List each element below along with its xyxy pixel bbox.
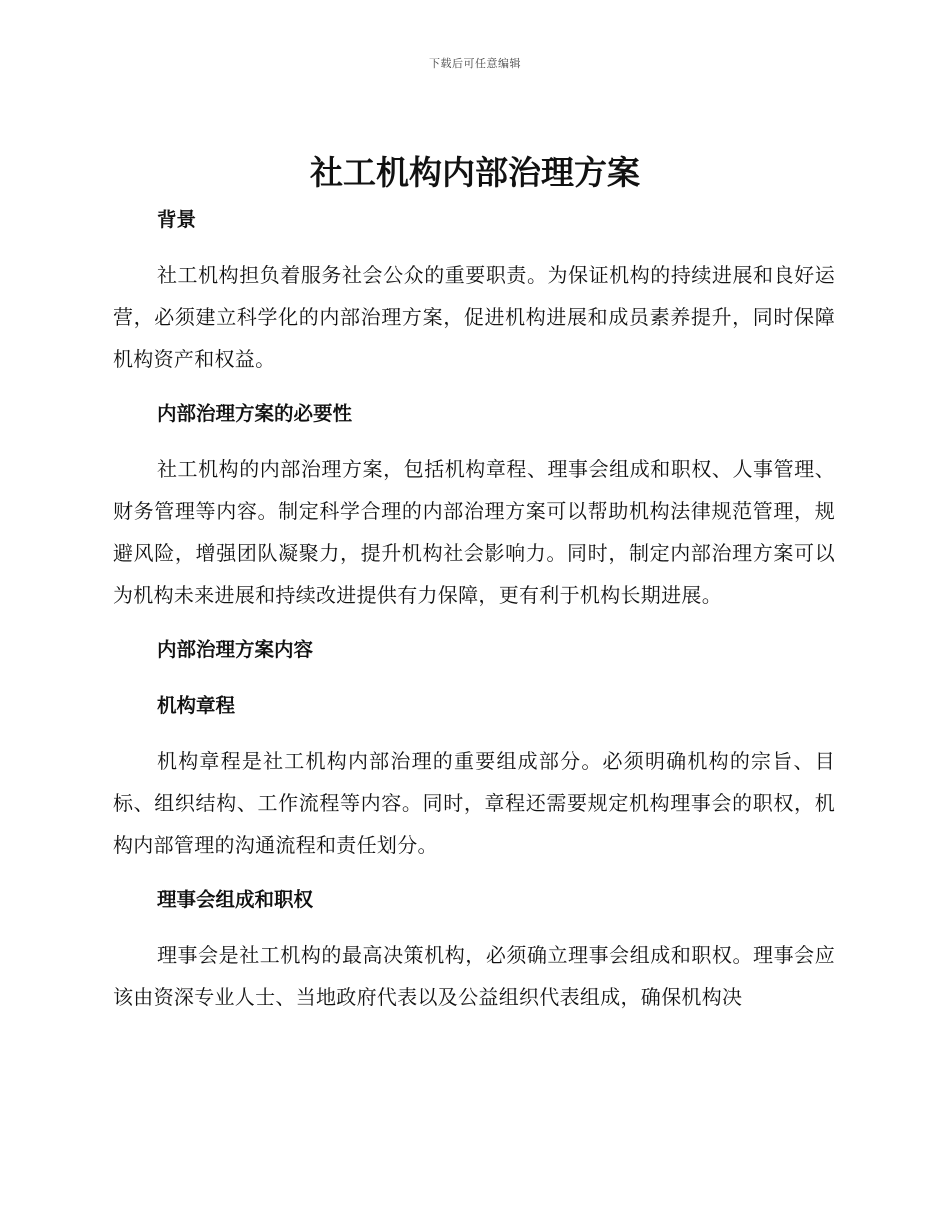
- section-heading-charter: 机构章程: [157, 694, 236, 717]
- document-title: 社工机构内部治理方案: [310, 153, 640, 192]
- header-note: 下载后可任意编辑: [429, 57, 521, 70]
- section-paragraph-necessity: 社工机构的内部治理方案，包括机构章程、理事会组成和职权、人事管理、财务管理等内容。制定科学合理的内部治理方案可以帮助机构法律规范管理，规避风险，增强团队凝聚力，提升机构社会影响力。同时，制定内部治理方案可以为机构未来进展和持续改进提供有力保障，更有利于机构长期进展。: [113, 457, 835, 607]
- section-heading-necessity: 内部治理方案的必要性: [157, 402, 353, 425]
- section-heading-content: 内部治理方案内容: [157, 638, 314, 661]
- section-paragraph-background: 社工机构担负着服务社会公众的重要职责。为保证机构的持续进展和良好运营，必须建立科学化的内部治理方案，促进机构进展和成员素养提升，同时保障机构资产和权益。: [113, 263, 835, 371]
- section-paragraph-board: 理事会是社工机构的最高决策机构，必须确立理事会组成和职权。理事会应该由资深专业人士、当地政府代表以及公益组织代表组成，确保机构决: [113, 943, 835, 1009]
- document-body: [113, 198, 835, 1018]
- section-heading-board: 理事会组成和职权: [157, 888, 314, 911]
- section-paragraph-charter: 机构章程是社工机构内部治理的重要组成部分。必须明确机构的宗旨、目标、组织结构、工作流程等内容。同时，章程还需要规定机构理事会的职权，机构内部管理的沟通流程和责任划分。: [113, 749, 835, 857]
- section-heading-background: 背景: [157, 208, 197, 231]
